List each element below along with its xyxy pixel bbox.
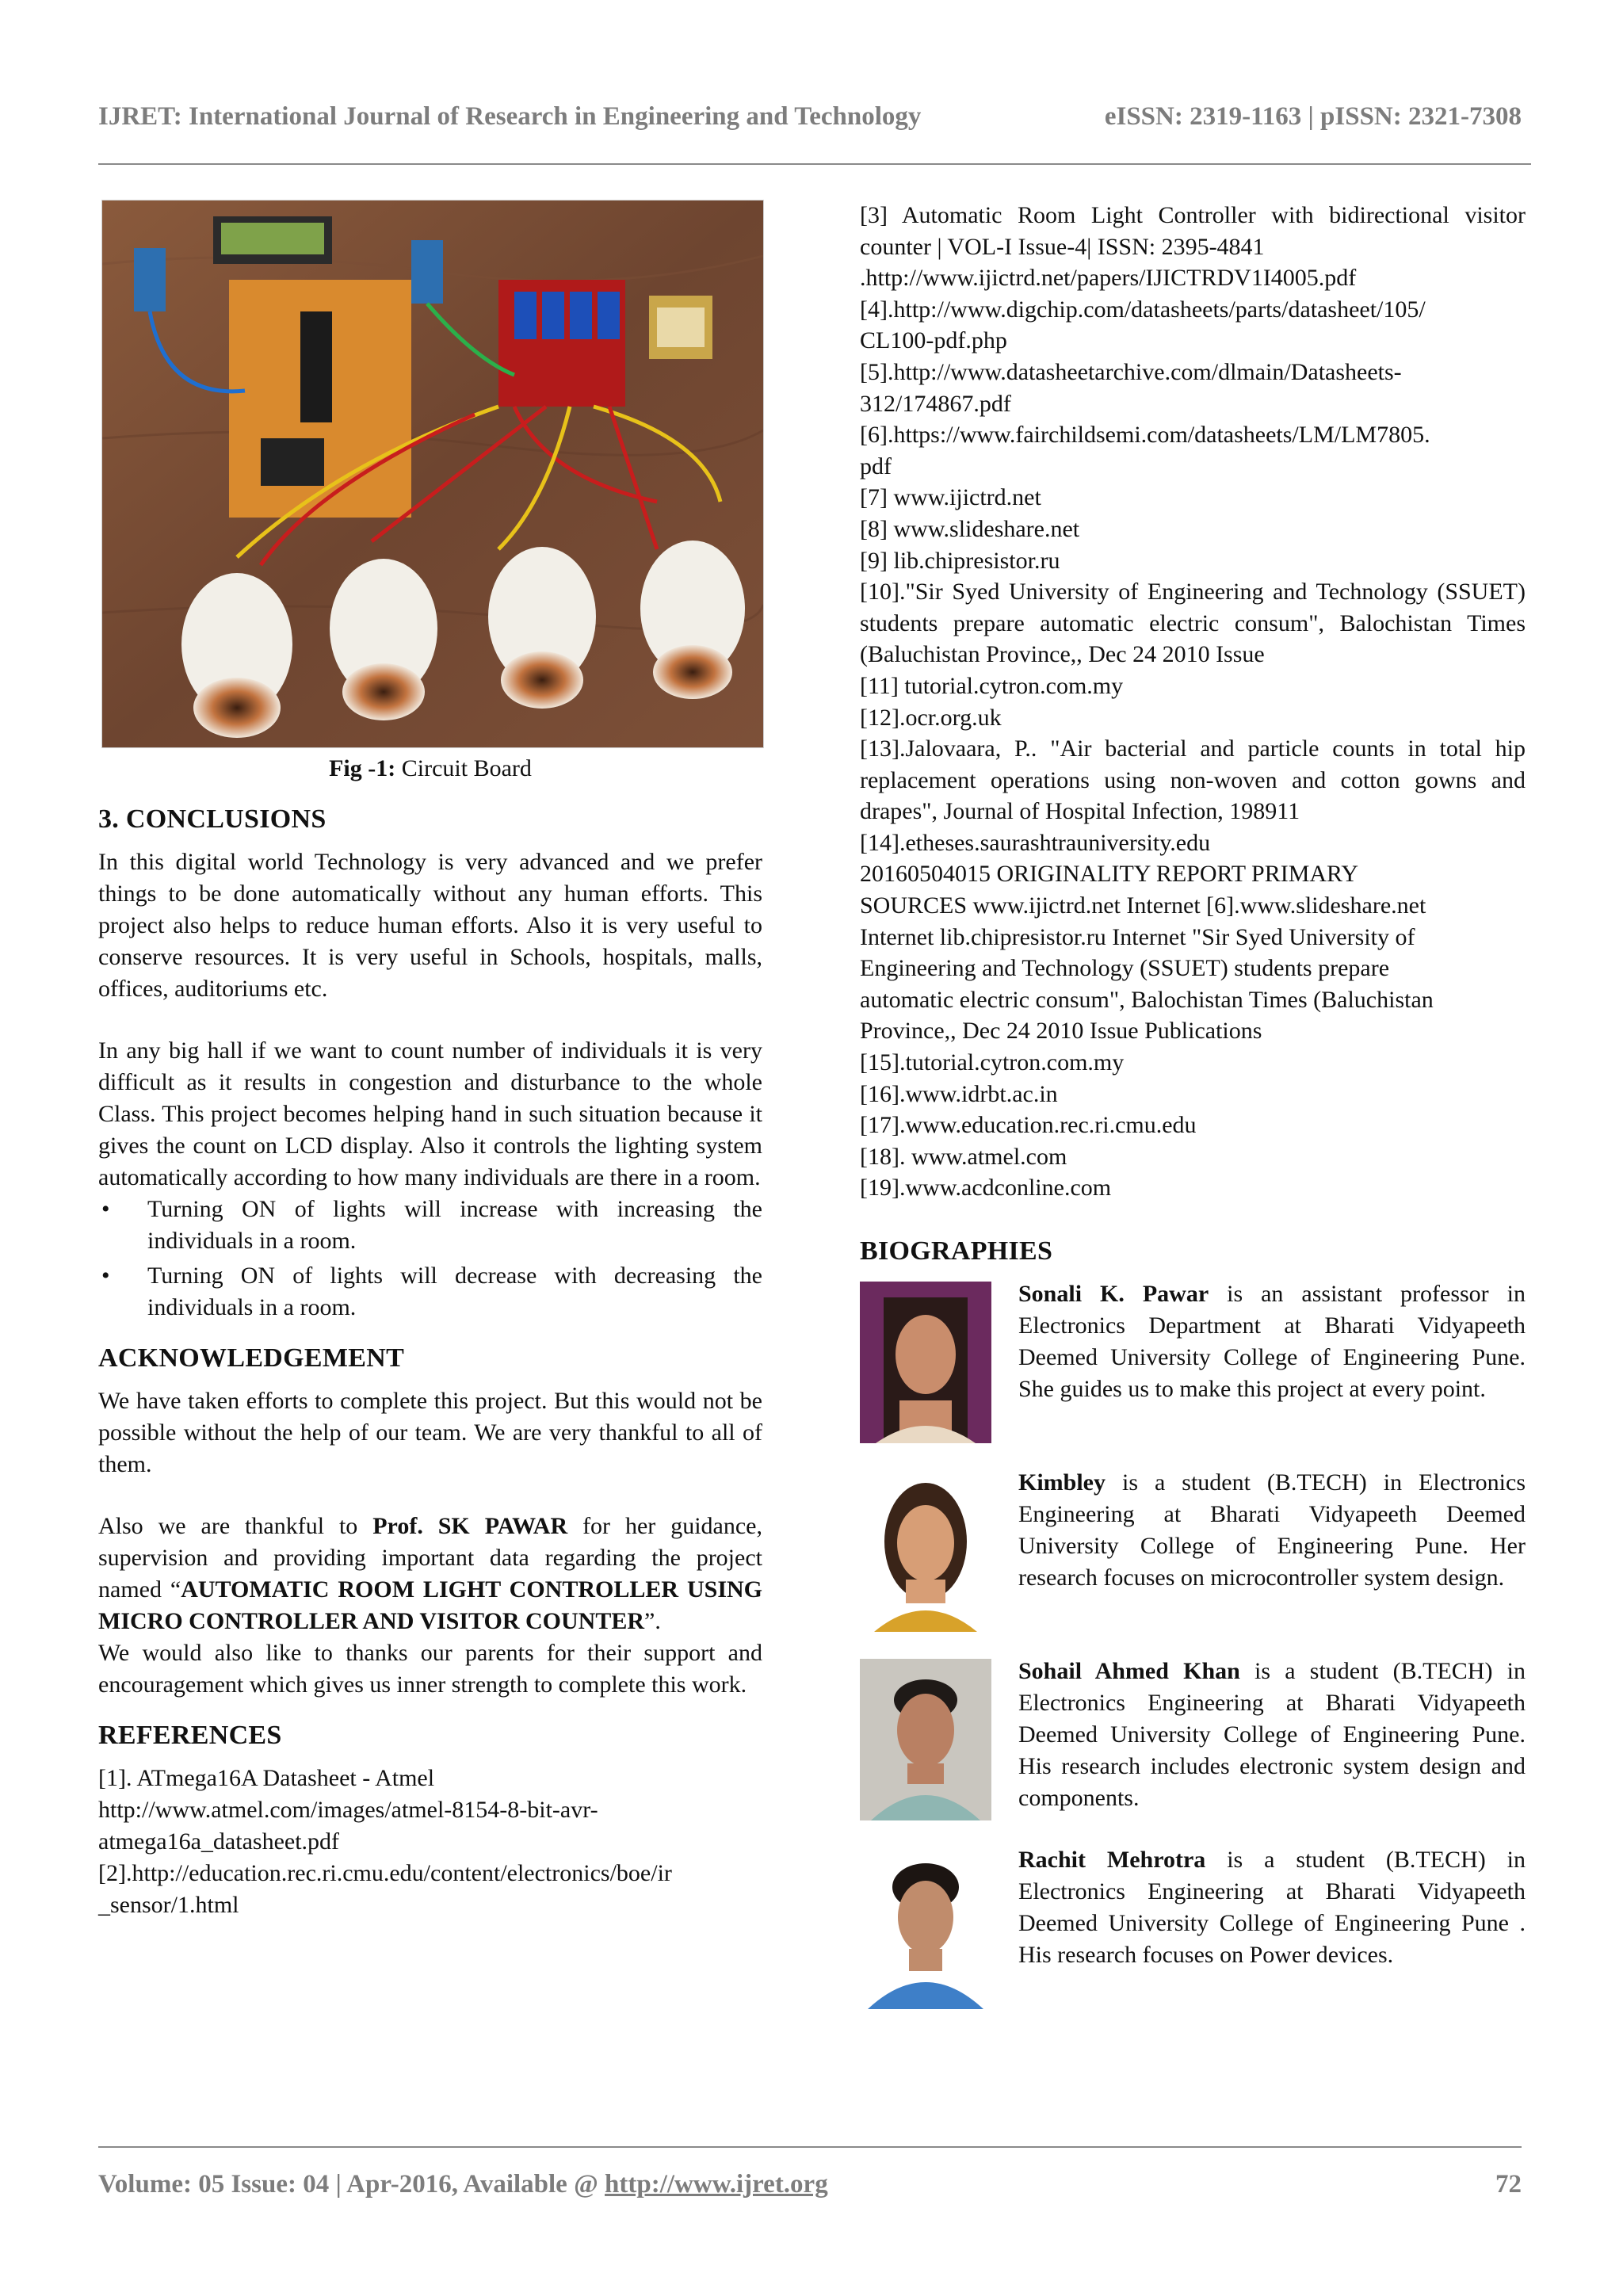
figure-label: Fig -1: bbox=[329, 755, 396, 781]
conclusions-paragraph-2: In any big hall if we want to count number of individuals it is very difficult as it results in congestion and disturbance to the whole Class. This project becomes helping hand in such situation because it gives the count on LCD display. Also it controls the lighting system automatically according to how many individuals are there in a room. bbox=[98, 1037, 762, 1190]
reference-line: [12].ocr.org.uk bbox=[860, 704, 1002, 731]
issn: eISSN: 2319-1163 | pISSN: 2321-7308 bbox=[1104, 101, 1522, 131]
running-header bbox=[98, 97, 1522, 136]
bullet-icon: • bbox=[101, 1263, 110, 1289]
reference-line: [17].www.education.rec.ri.cmu.edu bbox=[860, 1112, 1197, 1139]
reference-line: [3] Automatic Room Light Controller with bidirectional visitor counter | VOL-I Issue-4| ISSN: 2395-4841 bbox=[860, 202, 1526, 260]
conclusions-paragraph-1: In this digital world Technology is very advanced and we prefer things to be done automatically without any human efforts. This project also helps to reduce human efforts. Also it is very useful to conserve resources. It is very useful in Schools, hospitals, malls, offices, auditoriums etc. bbox=[98, 849, 762, 1002]
list-item: • Turning ON of lights will increase with increasing the individuals in a room. bbox=[98, 1194, 762, 1257]
reference-line: [16].www.idrbt.ac.in bbox=[860, 1080, 1058, 1107]
conclusions-bullet-list bbox=[98, 1194, 762, 1324]
biography-entry bbox=[860, 1656, 1526, 1820]
acknowledgement-heading: ACKNOWLEDGEMENT bbox=[98, 1343, 405, 1373]
reference-line: Province,, Dec 24 2010 Issue Publications bbox=[860, 1018, 1262, 1045]
reference-line: http://www.atmel.com/images/atmel-8154-8-bit-avr- bbox=[98, 1797, 598, 1823]
project-title: AUTOMATIC ROOM LIGHT CONTROLLER USING MICRO CONTROLLER AND VISITOR COUNTER bbox=[98, 1576, 762, 1634]
reference-line: [2].http://education.rec.ri.cmu.edu/content/electronics/boe/ir bbox=[98, 1860, 672, 1886]
left-column bbox=[98, 200, 762, 1921]
reference-line: 20160504015 ORIGINALITY REPORT PRIMARY bbox=[860, 861, 1359, 888]
reference-line: automatic electric consum", Balochistan Times (Baluchistan bbox=[860, 986, 1434, 1013]
figure-caption-text: Circuit Board bbox=[395, 755, 532, 781]
reference-line: [14].etheses.saurashtrauniversity.edu bbox=[860, 829, 1211, 856]
biography-text: Sonali K. Pawar is an assistant professor in Electronics Department at Bharati Vidyapeeth Deemed University College of Engineering Pune. She guides us to make this project at every point. bbox=[1018, 1281, 1526, 1402]
journal-link[interactable]: http://www.ijret.org bbox=[605, 2169, 828, 2199]
reference-line: [8] www.slideshare.net bbox=[860, 515, 1080, 542]
reference-line: Engineering and Technology (SSUET) students prepare bbox=[860, 955, 1390, 982]
reference-line: 312/174867.pdf bbox=[860, 390, 1011, 417]
reference-line: [7] www.ijictrd.net bbox=[860, 484, 1041, 511]
reference-line: [15].tutorial.cytron.com.my bbox=[860, 1049, 1125, 1076]
biography-entry bbox=[860, 1467, 1526, 1632]
reference-line: .http://www.ijictrd.net/papers/IJICTRDV1I4005.pdf bbox=[860, 265, 1357, 292]
acknowledgement-paragraph-1: We have taken efforts to complete this project. But this would not be possible without the help of our team. We are very thankful to all of them. bbox=[98, 1388, 762, 1477]
biography-entry bbox=[860, 1844, 1526, 2009]
author-photo bbox=[860, 1847, 991, 2009]
reference-line: _sensor/1.html bbox=[98, 1892, 239, 1918]
right-column bbox=[860, 200, 1526, 2033]
reference-line: [5].http://www.datasheetarchive.com/dlmain/Datasheets- bbox=[860, 358, 1402, 385]
bullet-icon: • bbox=[101, 1196, 110, 1222]
reference-line: pdf bbox=[860, 453, 892, 479]
volume-info: Volume: 05 Issue: 04 | Apr-2016, Available @ http://www.ijret.org bbox=[98, 2169, 828, 2199]
professor-name: Prof. SK PAWAR bbox=[372, 1513, 568, 1539]
reference-line: [19].www.acdconline.com bbox=[860, 1175, 1112, 1201]
reference-line: [1]. ATmega16A Datasheet - Atmel bbox=[98, 1765, 435, 1791]
header-rule bbox=[98, 163, 1531, 165]
acknowledgement-paragraph-2: Also we are thankful to Prof. SK PAWAR for her guidance, supervision and providing important data regarding the project named “AUTOMATIC ROOM LIGHT CONTROLLER USING MICRO CONTROLLER AND VISITOR COUNTER”. bbox=[98, 1513, 762, 1634]
page-number: 72 bbox=[1495, 2169, 1522, 2199]
journal-title: IJRET: International Journal of Research in Engineering and Technology bbox=[98, 101, 922, 131]
figure-caption bbox=[98, 753, 762, 785]
reference-line: CL100-pdf.php bbox=[860, 327, 1007, 354]
author-name: Rachit Mehrotra bbox=[1018, 1847, 1206, 1873]
conclusions-heading: 3. CONCLUSIONS bbox=[98, 804, 327, 834]
references-heading: REFERENCES bbox=[98, 1721, 282, 1750]
author-photo bbox=[860, 1282, 991, 1443]
references-right bbox=[860, 200, 1526, 1204]
reference-line: [13].Jalovaara, P.. "Air bacterial and particle counts in total hip replacement operations using non-woven and cotton gowns and drapes", Journal of Hospital Infection, 198911 bbox=[860, 735, 1526, 825]
reference-line: Internet lib.chipresistor.ru Internet "Sir Syed University of bbox=[860, 923, 1415, 950]
reference-line: [9] lib.chipresistor.ru bbox=[860, 547, 1060, 574]
circuit-board-photo bbox=[101, 200, 764, 748]
biographies-heading: BIOGRAPHIES bbox=[860, 1236, 1053, 1266]
author-name: Sohail Ahmed Khan bbox=[1018, 1658, 1240, 1684]
footer-rule bbox=[98, 2146, 1522, 2148]
biography-text: Rachit Mehrotra is a student (B.TECH) in Electronics Engineering at Bharati Vidyapeeth Deemed University College of Engineering Pune . His research focuses on Power devices. bbox=[1018, 1847, 1526, 1968]
biography-text: Sohail Ahmed Khan is a student (B.TECH) in Electronics Engineering at Bharati Vidyapeeth Deemed University College of Engineering Pune. His research includes electronic system design and components. bbox=[1018, 1658, 1526, 1811]
reference-line: [18]. www.atmel.com bbox=[860, 1143, 1067, 1170]
author-name: Sonali K. Pawar bbox=[1018, 1281, 1209, 1307]
reference-line: [4].http://www.digchip.com/datasheets/parts/datasheet/105/ bbox=[860, 296, 1426, 323]
reference-line: [11] tutorial.cytron.com.my bbox=[860, 672, 1124, 699]
biography-text: Kimbley is a student (B.TECH) in Electronics Engineering at Bharati Vidyapeeth Deemed University College of Engineering Pune. Her research focuses on microcontroller system design. bbox=[1018, 1469, 1526, 1591]
author-name: Kimbley bbox=[1018, 1469, 1106, 1496]
biography-entry bbox=[860, 1278, 1526, 1443]
running-footer bbox=[98, 2166, 1522, 2202]
list-item: • Turning ON of lights will decrease with decreasing the individuals in a room. bbox=[98, 1260, 762, 1324]
reference-line: [6].https://www.fairchildsemi.com/datasheets/LM/LM7805. bbox=[860, 422, 1430, 449]
references-left bbox=[98, 1763, 762, 1921]
acknowledgement-paragraph-3: We would also like to thanks our parents for their support and encouragement which gives us inner strength to complete this work. bbox=[98, 1640, 762, 1698]
reference-line: [10]."Sir Syed University of Engineering and Technology (SSUET) students prepare automatic electric consum", Balochistan Times (Baluchistan Province,, Dec 24 2010 Issue bbox=[860, 579, 1526, 668]
author-photo bbox=[860, 1659, 991, 1820]
author-photo bbox=[860, 1470, 991, 1632]
reference-line: SOURCES www.ijictrd.net Internet [6].www.slideshare.net bbox=[860, 892, 1426, 919]
reference-line: atmega16a_datasheet.pdf bbox=[98, 1828, 340, 1855]
